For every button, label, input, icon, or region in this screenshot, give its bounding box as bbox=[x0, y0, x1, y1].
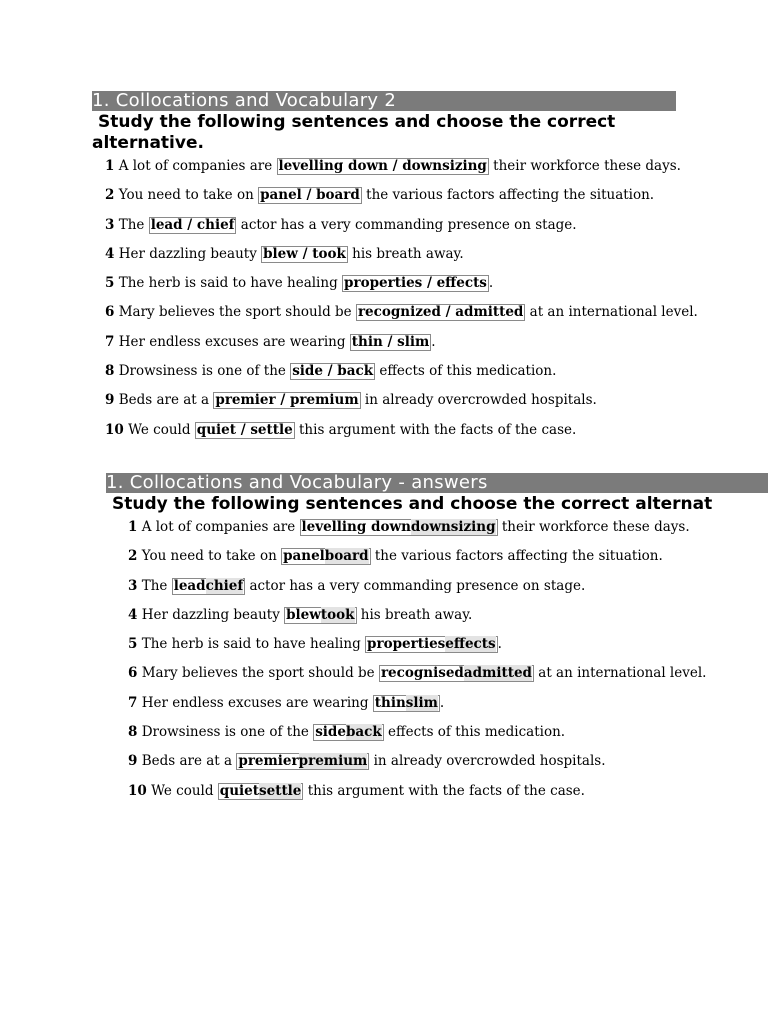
option-b: premium bbox=[298, 753, 368, 770]
sentence-start: Mary believes the sport should be bbox=[118, 304, 356, 321]
answer-box[interactable] bbox=[300, 519, 498, 536]
question-number: 5 bbox=[128, 636, 138, 653]
question-number: 6 bbox=[105, 304, 115, 321]
answer-item bbox=[128, 578, 768, 607]
answer-item bbox=[128, 783, 768, 812]
question-number: 9 bbox=[128, 753, 138, 770]
answer-box[interactable] bbox=[218, 783, 304, 800]
option-b: admitted bbox=[463, 665, 532, 682]
sentence-end: the various factors affecting the situation. bbox=[370, 548, 663, 565]
sentence-start: Beds are at a bbox=[141, 753, 237, 770]
question-item bbox=[105, 158, 681, 187]
question-number: 2 bbox=[128, 548, 138, 565]
question-item bbox=[105, 246, 676, 275]
question-item bbox=[105, 422, 676, 451]
sentence-end: the various factors affecting the situation. bbox=[361, 187, 655, 204]
choice-box[interactable]: panel / board bbox=[260, 187, 360, 204]
question-number: 8 bbox=[128, 724, 138, 741]
sentence-start: A lot of companies are bbox=[141, 519, 300, 535]
choice-box[interactable]: levelling down / downsizing bbox=[278, 158, 487, 174]
sentence-end: at an international level. bbox=[534, 665, 707, 682]
sentence-end: effects of this medication. bbox=[375, 363, 557, 380]
sentence-end: at an international level. bbox=[525, 304, 698, 321]
sentence-end: in already overcrowded hospitals. bbox=[360, 392, 597, 409]
option-a: properties bbox=[367, 636, 446, 653]
option-a: premier bbox=[238, 753, 299, 770]
question-number: 2 bbox=[105, 187, 115, 204]
exercise-section bbox=[92, 91, 698, 451]
choice-box[interactable]: lead / chief bbox=[150, 216, 235, 233]
sentence-end: . bbox=[431, 333, 436, 350]
choice-box[interactable]: quiet / settle bbox=[196, 421, 293, 438]
question-number: 4 bbox=[105, 245, 115, 262]
sentence-start: Mary believes the sport should be bbox=[141, 665, 379, 682]
choice-box[interactable]: properties / effects bbox=[344, 275, 487, 292]
question-item bbox=[105, 275, 676, 304]
sentence-start: Her endless excuses are wearing bbox=[118, 333, 350, 350]
answer-item bbox=[128, 548, 768, 577]
sentence-end: . bbox=[488, 275, 494, 292]
question-number: 7 bbox=[128, 694, 138, 711]
option-a: side bbox=[315, 724, 346, 741]
question-item bbox=[105, 187, 676, 216]
sentence-start: Her endless excuses are wearing bbox=[141, 694, 373, 711]
question-item bbox=[105, 392, 676, 421]
sentence-start: You need to take on bbox=[141, 548, 282, 565]
question-number: 4 bbox=[128, 606, 138, 623]
instruction: Study the following sentences and choose the correct alternat bbox=[112, 494, 713, 514]
answer-item bbox=[128, 607, 768, 636]
question-item bbox=[105, 334, 676, 363]
sentence-end: in already overcrowded hospitals. bbox=[369, 753, 606, 770]
instruction bbox=[92, 112, 676, 154]
option-a: thin bbox=[374, 694, 406, 711]
sentence-end: actor has a very commanding presence on stage. bbox=[245, 577, 586, 594]
sentence-start: Drowsiness is one of the bbox=[141, 724, 314, 741]
answer-box[interactable] bbox=[379, 665, 534, 682]
option-b: took bbox=[320, 606, 355, 623]
section-title: 1. Collocations and Vocabulary - answers bbox=[106, 473, 768, 493]
sentence-start: The bbox=[118, 216, 149, 233]
sentence-start: Drowsiness is one of the bbox=[118, 363, 291, 380]
sentence-start: Her dazzling beauty bbox=[118, 245, 262, 262]
answers-section bbox=[106, 473, 768, 812]
sentence-start: You need to take on bbox=[118, 187, 259, 204]
sentence-start: Beds are at a bbox=[118, 392, 214, 409]
sentence-end: this argument with the facts of the case. bbox=[303, 782, 585, 799]
question-number: 7 bbox=[105, 333, 115, 350]
choice-box[interactable]: thin / slim bbox=[351, 333, 430, 350]
option-b: downsizing bbox=[410, 519, 496, 535]
option-b: board bbox=[324, 548, 369, 565]
answer-item bbox=[128, 665, 768, 694]
answer-box[interactable] bbox=[373, 695, 440, 712]
sentence-end: actor has a very commanding presence on stage. bbox=[236, 216, 577, 233]
sentence-end: his breath away. bbox=[356, 606, 473, 623]
sentence-end: this argument with the facts of the case. bbox=[294, 421, 577, 438]
sentence-start: The bbox=[141, 577, 172, 594]
question-number: 3 bbox=[128, 577, 138, 594]
answer-item bbox=[128, 724, 768, 753]
question-number: 9 bbox=[105, 392, 115, 409]
option-a: levelling down bbox=[301, 519, 411, 535]
question-item bbox=[105, 363, 676, 392]
sentence-start: We could bbox=[128, 421, 195, 438]
answer-item bbox=[128, 695, 768, 724]
answer-box[interactable] bbox=[365, 636, 498, 653]
answer-box[interactable] bbox=[284, 607, 356, 624]
sentence-start: The herb is said to have healing bbox=[118, 275, 343, 292]
instruction-line-2: alternative. bbox=[92, 133, 204, 153]
question-number: 1 bbox=[128, 519, 138, 535]
answer-list bbox=[106, 519, 768, 812]
sentence-end: his breath away. bbox=[347, 245, 464, 262]
answer-box[interactable] bbox=[313, 724, 384, 741]
sentence-start: A lot of companies are bbox=[118, 158, 277, 174]
sentence-start: We could bbox=[151, 782, 218, 799]
choice-box[interactable]: premier / premium bbox=[215, 392, 359, 409]
section-title: 1. Collocations and Vocabulary 2 bbox=[92, 91, 676, 111]
answer-item bbox=[128, 519, 768, 548]
answer-box[interactable] bbox=[236, 753, 369, 770]
sentence-end: . bbox=[439, 694, 445, 711]
question-number: 1 bbox=[105, 158, 115, 174]
choice-box[interactable]: side / back bbox=[292, 363, 374, 380]
option-a: blew bbox=[286, 606, 321, 623]
question-number: 3 bbox=[105, 216, 115, 233]
answer-item bbox=[128, 753, 768, 782]
sentence-end: effects of this medication. bbox=[383, 724, 566, 741]
option-a: lead bbox=[173, 577, 206, 594]
sentence-end: their workforce these days. bbox=[497, 519, 690, 535]
choice-box[interactable]: recognized / admitted bbox=[357, 304, 524, 321]
choice-box[interactable]: blew / took bbox=[263, 245, 346, 262]
question-item bbox=[105, 217, 676, 246]
option-b: back bbox=[345, 724, 382, 741]
question-item bbox=[105, 304, 698, 333]
answer-box[interactable] bbox=[172, 578, 245, 595]
question-number: 8 bbox=[105, 363, 115, 380]
answer-item bbox=[128, 636, 768, 665]
option-a: panel bbox=[283, 548, 325, 565]
sentence-start: The herb is said to have healing bbox=[141, 636, 366, 653]
option-a: quiet bbox=[219, 782, 260, 799]
option-b: slim bbox=[405, 694, 438, 711]
question-list bbox=[92, 158, 698, 451]
option-b: settle bbox=[259, 782, 302, 799]
question-number: 10 bbox=[128, 782, 147, 799]
sentence-end: . bbox=[497, 636, 502, 653]
option-b: chief bbox=[205, 577, 244, 594]
question-number: 5 bbox=[105, 275, 115, 292]
question-number: 6 bbox=[128, 665, 138, 682]
option-a: recognised bbox=[380, 665, 464, 682]
instruction-line-1: Study the following sentences and choose the correct bbox=[98, 112, 616, 132]
sentence-start: Her dazzling beauty bbox=[141, 606, 285, 623]
answer-box[interactable] bbox=[281, 548, 370, 565]
question-number: 10 bbox=[105, 421, 124, 438]
option-b: effects bbox=[445, 636, 496, 653]
sentence-end: their workforce these days. bbox=[488, 158, 681, 174]
